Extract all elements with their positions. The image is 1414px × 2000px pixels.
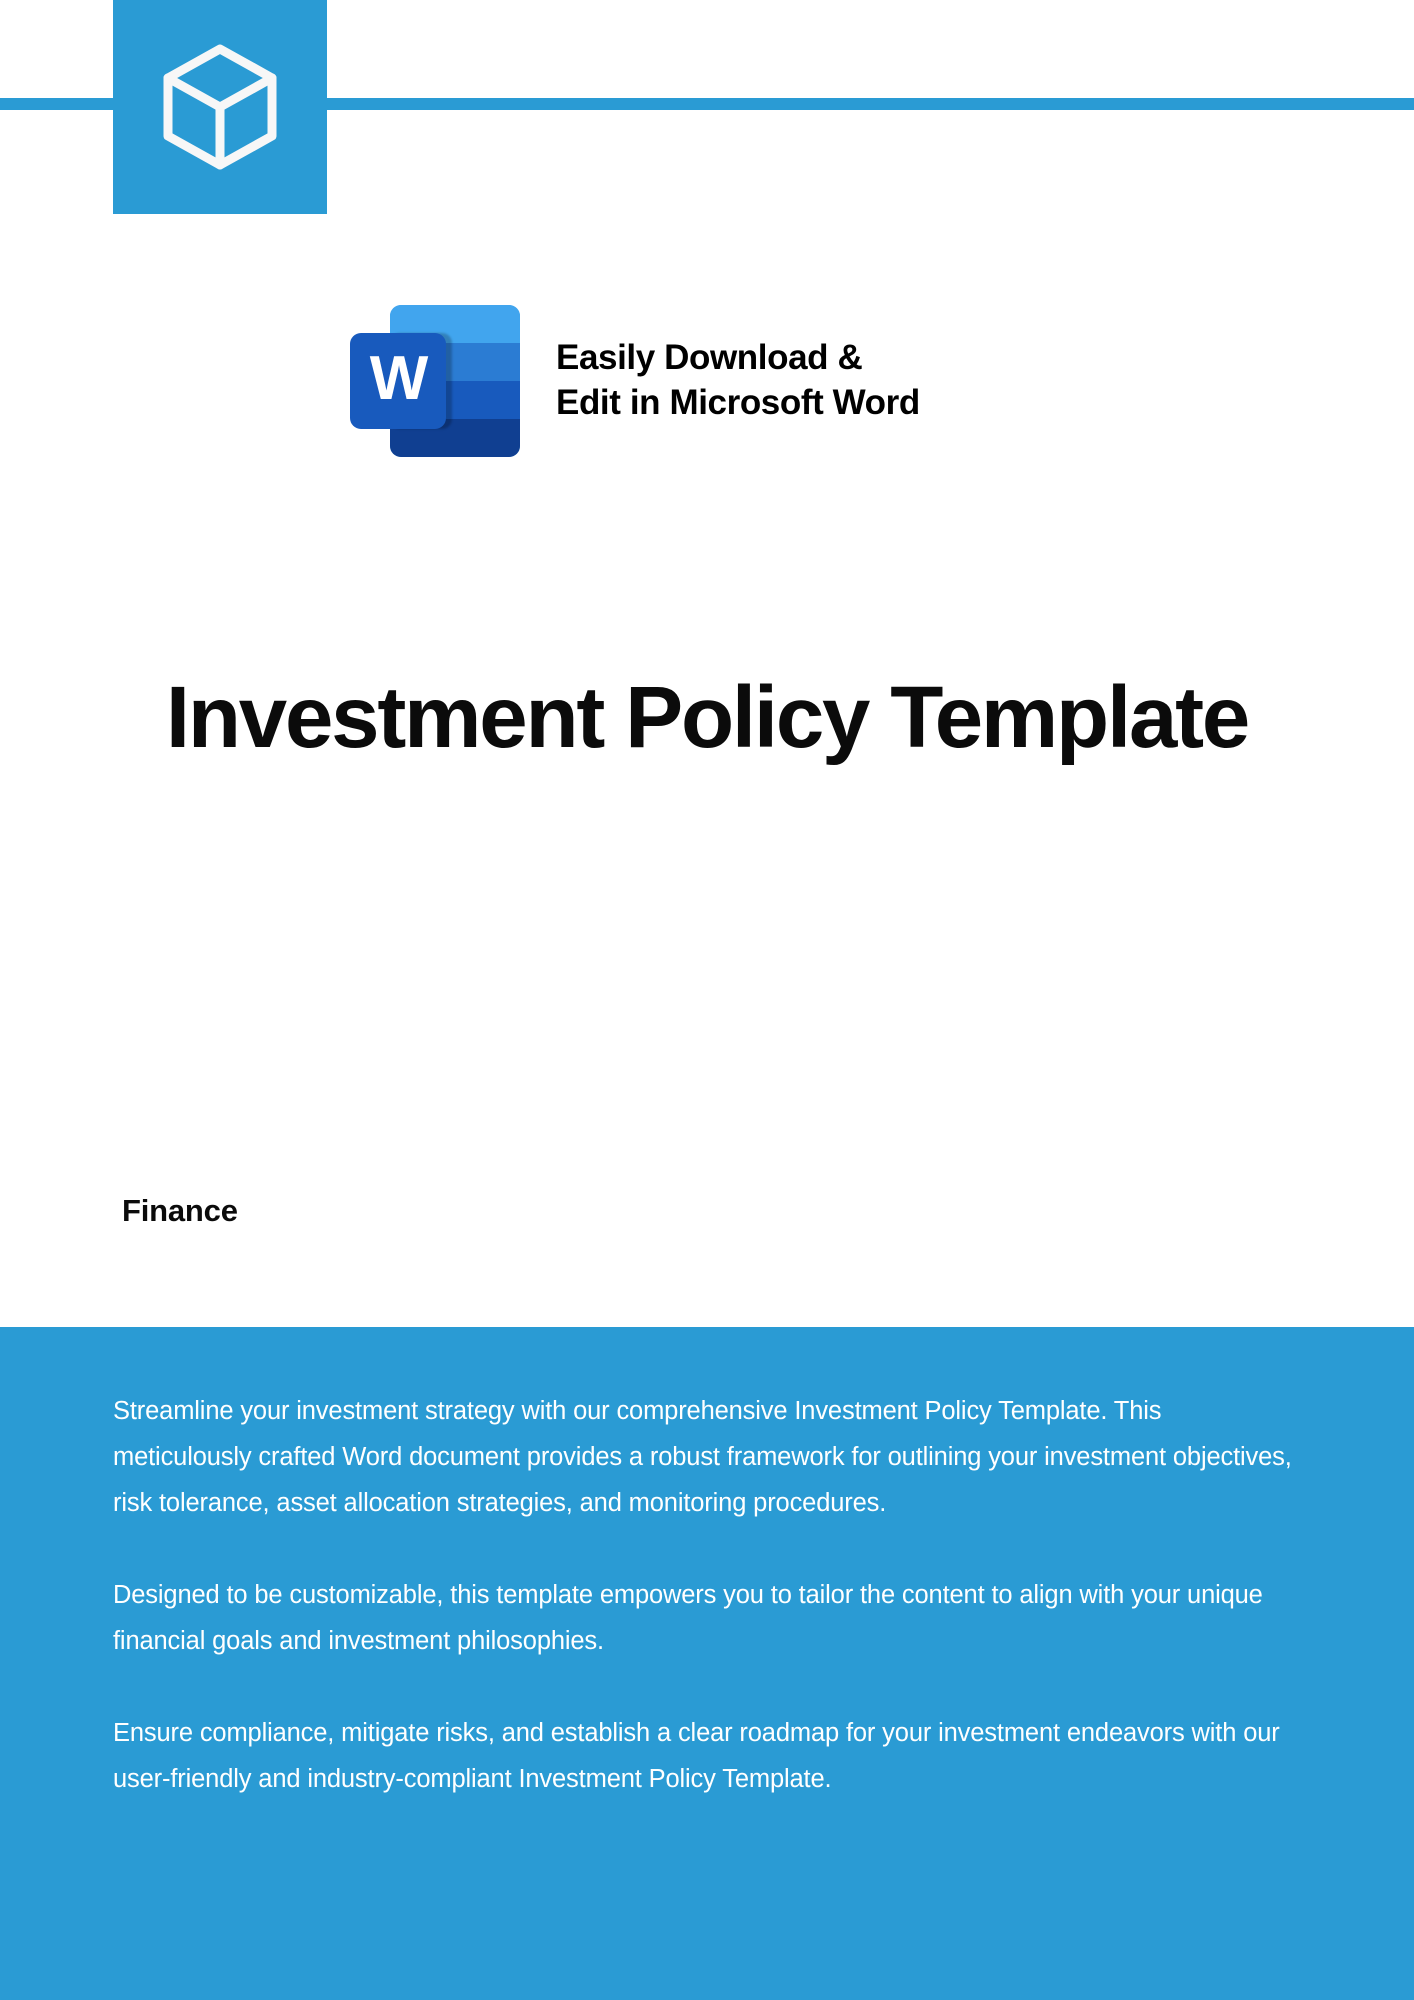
document-category-label: Finance xyxy=(122,1193,238,1228)
word-promo-line-2: Edit in Microsoft Word xyxy=(556,383,920,422)
description-text-block xyxy=(113,1388,1298,1802)
word-promo-text xyxy=(556,336,920,426)
page-title: Investment Policy Template xyxy=(165,669,1249,766)
brand-header xyxy=(0,0,1414,220)
description-panel xyxy=(0,1327,1414,2000)
brand-logo-tile xyxy=(113,0,327,214)
microsoft-word-icon xyxy=(350,305,520,457)
description-paragraph: Designed to be customizable, this template empowers you to tailor the content to align with your unique financial goals and investment philosophies. xyxy=(113,1581,1263,1655)
description-paragraph: Streamline your investment strategy with our comprehensive Investment Policy Template. This meticulously crafted Word document provides a robust framework for outlining your investment objectives, risk tolerance, asset allocation strategies, and monitoring procedures. xyxy=(113,1397,1292,1517)
word-download-promo xyxy=(350,305,920,457)
word-icon-letter: W xyxy=(369,344,427,413)
description-paragraph: Ensure compliance, mitigate risks, and establish a clear roadmap for your investment endeavors with our user-friendly and industry-compliant Investment Policy Template. xyxy=(113,1719,1280,1793)
word-promo-line-1: Easily Download & xyxy=(556,338,863,378)
word-icon-badge xyxy=(350,333,446,429)
